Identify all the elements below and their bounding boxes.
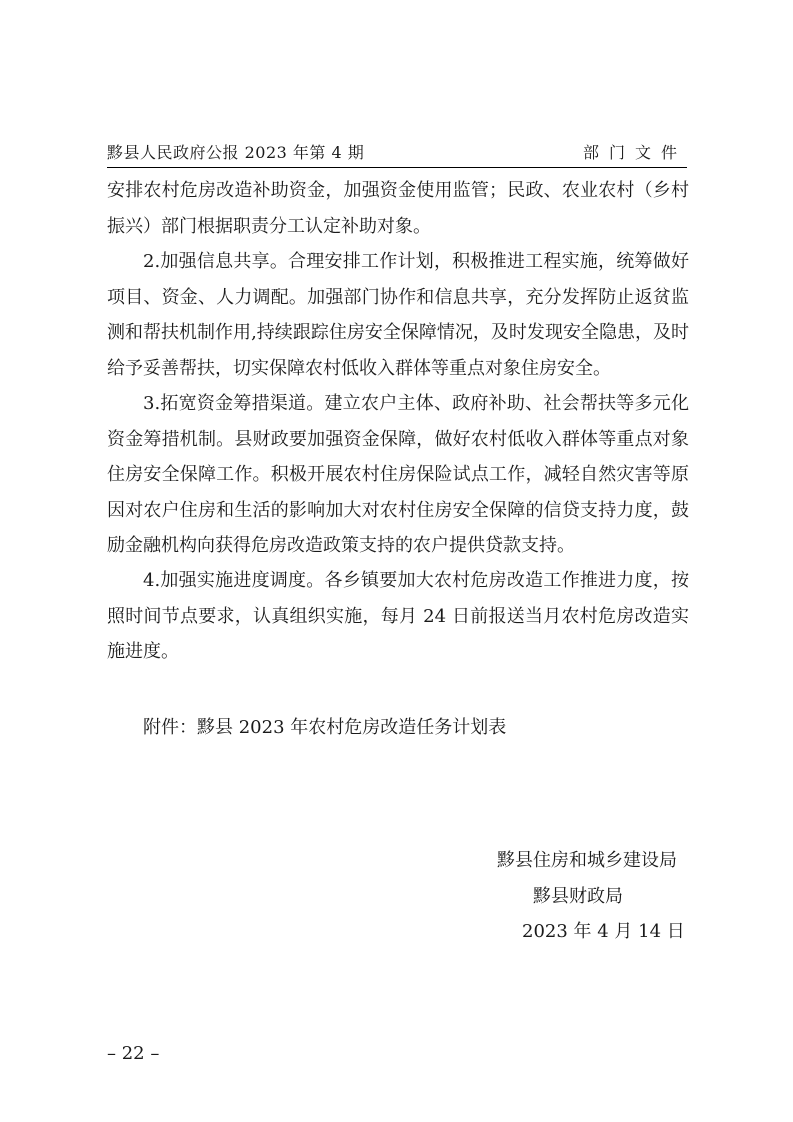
body-paragraph-4: 4.加强实施进度调度。各乡镇要加大农村危房改造工作推进力度，按照时间节点要求，认真组织实施，每月 24 日前报送当月农村危房改造实施进度。 bbox=[107, 570, 689, 662]
signature-org-housing: 黟县住房和城乡建设局 bbox=[497, 850, 677, 871]
signature-date: 2023 年 4 月 14 日 bbox=[522, 921, 685, 942]
header-section: 部门文件 bbox=[582, 143, 687, 162]
header-publication: 黟县人民政府公报 2023 年第 4 期 bbox=[107, 143, 365, 162]
header-rule bbox=[107, 167, 687, 168]
body-paragraph-continued: 安排农村危房改造补助资金，加强资金使用监管；民政、农业农村（乡村振兴）部门根据职责分工认定补助对象。 bbox=[107, 180, 689, 237]
body-paragraph-3: 3.拓宽资金筹措渠道。建立农户主体、政府补助、社会帮扶等多元化资金筹措机制。县财政要加强资金保障，做好农村低收入群体等重点对象住房安全保障工作。积极开展农村住房保险试点工作，减轻自然灾害等原因对农户住房和生活的影响加大对农村住房安全保障的信贷支持力度，鼓励金融机构向获得危房改造政策支持的农户提供贷款支持。 bbox=[107, 393, 689, 556]
running-header bbox=[107, 140, 687, 164]
attachment-line: 附件：黟县 2023 年农村危房改造任务计划表 bbox=[143, 717, 507, 738]
body-paragraph-2: 2.加强信息共享。合理安排工作计划，积极推进工程实施，统筹做好项目、资金、人力调配。加强部门协作和信息共享，充分发挥防止返贫监测和帮扶机制作用,持续跟踪住房安全保障情况，及时发现安全隐患，及时给予妥善帮扶，切实保障农村低收入群体等重点对象住房安全。 bbox=[107, 251, 689, 379]
page-number: – 22 – bbox=[107, 1043, 160, 1064]
signature-org-finance: 黟县财政局 bbox=[533, 886, 623, 907]
